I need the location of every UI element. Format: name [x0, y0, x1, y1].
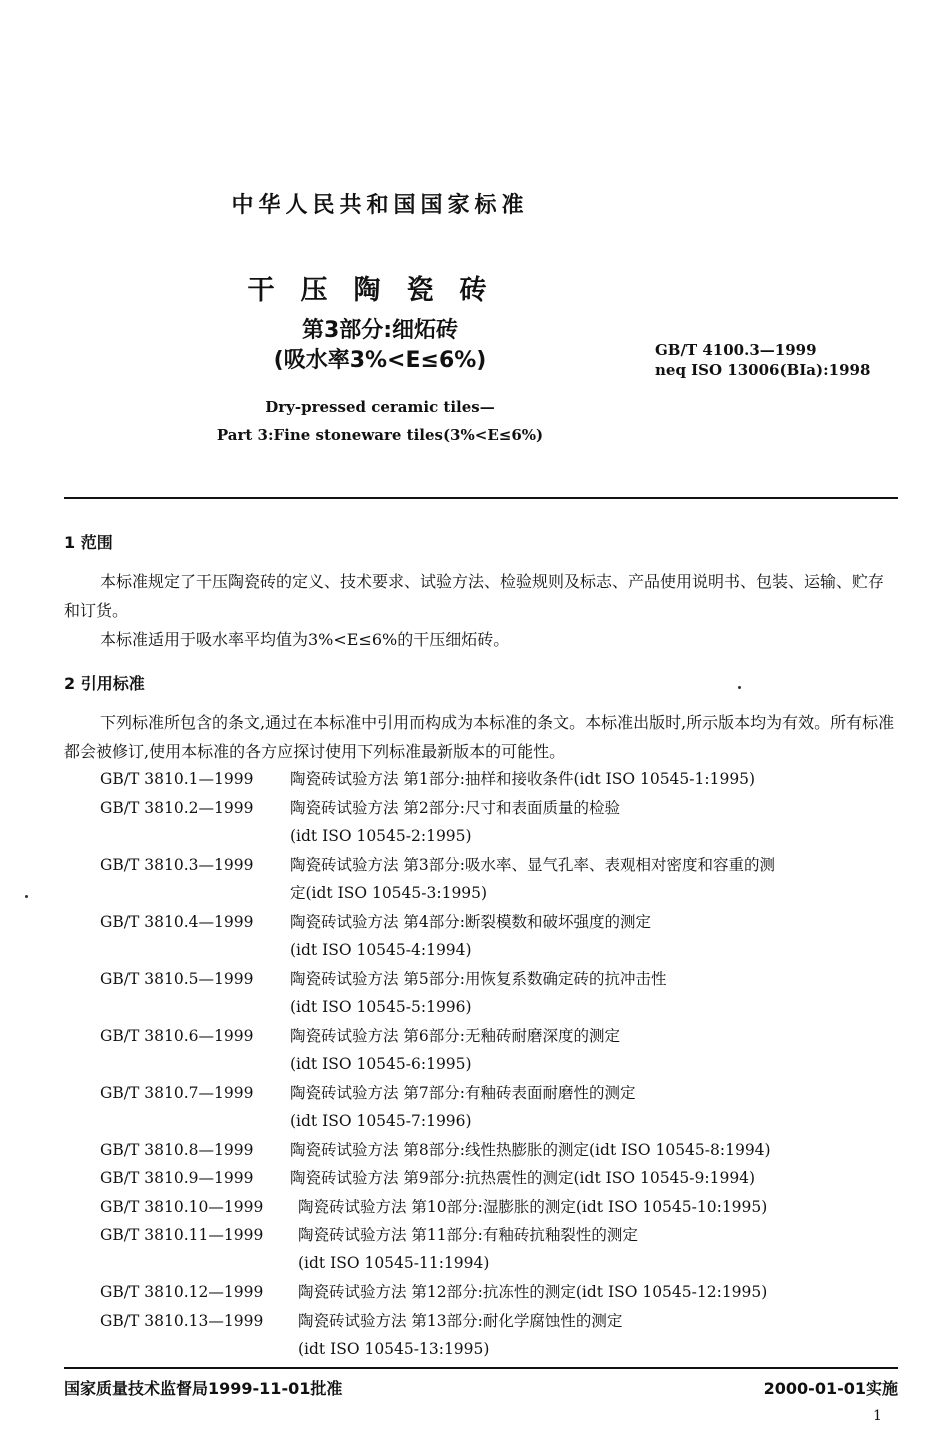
reference-title: 陶瓷砖试验方法 第3部分:吸水率、显气孔率、表观相对密度和容重的测: [290, 855, 776, 874]
reference-code: GB/T 3810.7—1999: [100, 1083, 254, 1102]
reference-code: GB/T 3810.2—1999: [100, 798, 254, 817]
iso-equivalence: neq ISO 13006(BⅠa):1998: [655, 361, 871, 379]
reference-code: GB/T 3810.12—1999: [100, 1283, 264, 1301]
footer-divider: [64, 1367, 898, 1369]
reference-title: 陶瓷砖试验方法 第11部分:有釉砖抗釉裂性的测定: [298, 1226, 638, 1244]
reference-title-continuation: (idt ISO 10545-2:1995): [290, 826, 472, 845]
gb-standard-number: GB/T 4100.3—1999: [655, 341, 817, 359]
reference-code: GB/T 3810.6—1999: [100, 1026, 254, 1045]
reference-title-continuation: (idt ISO 10545-4:1994): [290, 940, 472, 959]
reference-code: GB/T 3810.9—1999: [100, 1169, 254, 1187]
document-part-title: 第3部分:细炻砖: [301, 318, 459, 343]
reference-title: 陶瓷砖试验方法 第5部分:用恢复系数确定砖的抗冲击性: [290, 969, 667, 988]
reference-title: 陶瓷砖试验方法 第6部分:无釉砖耐磨深度的测定: [290, 1026, 621, 1045]
scan-speck: [25, 895, 28, 898]
page-number: 1: [873, 1408, 882, 1424]
english-title-line1: Dry-pressed ceramic tiles—: [265, 398, 495, 416]
reference-title: 陶瓷砖试验方法 第7部分:有釉砖表面耐磨性的测定: [290, 1083, 636, 1102]
reference-title-continuation: (idt ISO 10545-11:1994): [298, 1254, 490, 1272]
reference-title-continuation: (idt ISO 10545-6:1995): [290, 1054, 472, 1073]
reference-title: 陶瓷砖试验方法 第1部分:抽样和接收条件(idt ISO 10545-1:1995): [290, 770, 756, 788]
header-divider: [64, 497, 898, 499]
reference-code: GB/T 3810.3—1999: [100, 855, 254, 874]
reference-title: 陶瓷砖试验方法 第8部分:线性热膨胀的测定(idt ISO 10545-8:1994): [290, 1140, 771, 1159]
standard-number-block: [655, 340, 870, 380]
reference-title: 陶瓷砖试验方法 第4部分:断裂模数和破坏强度的测定: [290, 912, 652, 931]
reference-title: 陶瓷砖试验方法 第10部分:湿膨胀的测定(idt ISO 10545-10:1995): [298, 1197, 768, 1216]
section-1-paragraph-2: 本标准适用于吸水率平均值为3%<E≤6%的干压细炻砖。: [100, 630, 510, 649]
section-2-intro: 下列标准所包含的条文,通过在本标准中引用而构成为本标准的条文。本标准出版时,所示版本均为有效。所有标准都会被修订,使用本标准的各方应探讨使用下列标准最新版本的可能性。: [64, 713, 895, 761]
scan-speck: [738, 686, 741, 689]
reference-code: GB/T 3810.10—1999: [100, 1197, 264, 1216]
reference-title-continuation: 定(idt ISO 10545-3:1995): [290, 883, 488, 902]
reference-title: 陶瓷砖试验方法 第2部分:尺寸和表面质量的检验: [290, 798, 621, 817]
english-title-line2: Part 3:Fine stoneware tiles(3%<E≤6%): [216, 426, 544, 444]
reference-title: 陶瓷砖试验方法 第12部分:抗冻性的测定(idt ISO 10545-12:1995): [298, 1283, 768, 1301]
reference-title: 陶瓷砖试验方法 第9部分:抗热震性的测定(idt ISO 10545-9:1994): [290, 1169, 756, 1187]
approval-statement: 国家质量技术监督局1999-11-01批准: [64, 1379, 343, 1398]
national-standard-header: 中华人民共和国国家标准: [231, 193, 529, 218]
section-1-heading: 1 范围: [64, 533, 113, 552]
document-title: 干压陶瓷砖: [247, 275, 513, 306]
reference-title-continuation: (idt ISO 10545-7:1996): [290, 1111, 472, 1130]
implementation-statement: 2000-01-01实施: [763, 1379, 898, 1398]
reference-title-continuation: (idt ISO 10545-5:1996): [290, 997, 472, 1016]
section-1-paragraph-1: 本标准规定了干压陶瓷砖的定义、技术要求、试验方法、检验规则及标志、产品使用说明书、包装、运输、贮存和订货。: [64, 572, 885, 620]
document-scope-range: (吸水率3%<E≤6%): [273, 348, 487, 373]
reference-code: GB/T 3810.4—1999: [100, 912, 254, 931]
reference-title-continuation: (idt ISO 10545-13:1995): [298, 1339, 490, 1358]
reference-title: 陶瓷砖试验方法 第13部分:耐化学腐蚀性的测定: [298, 1311, 623, 1330]
reference-code: GB/T 3810.5—1999: [100, 969, 254, 988]
reference-code: GB/T 3810.11—1999: [100, 1226, 264, 1244]
reference-code: GB/T 3810.8—1999: [100, 1140, 254, 1159]
reference-code: GB/T 3810.13—1999: [100, 1311, 264, 1330]
section-2-heading: 2 引用标准: [64, 674, 145, 693]
reference-code: GB/T 3810.1—1999: [100, 770, 254, 788]
